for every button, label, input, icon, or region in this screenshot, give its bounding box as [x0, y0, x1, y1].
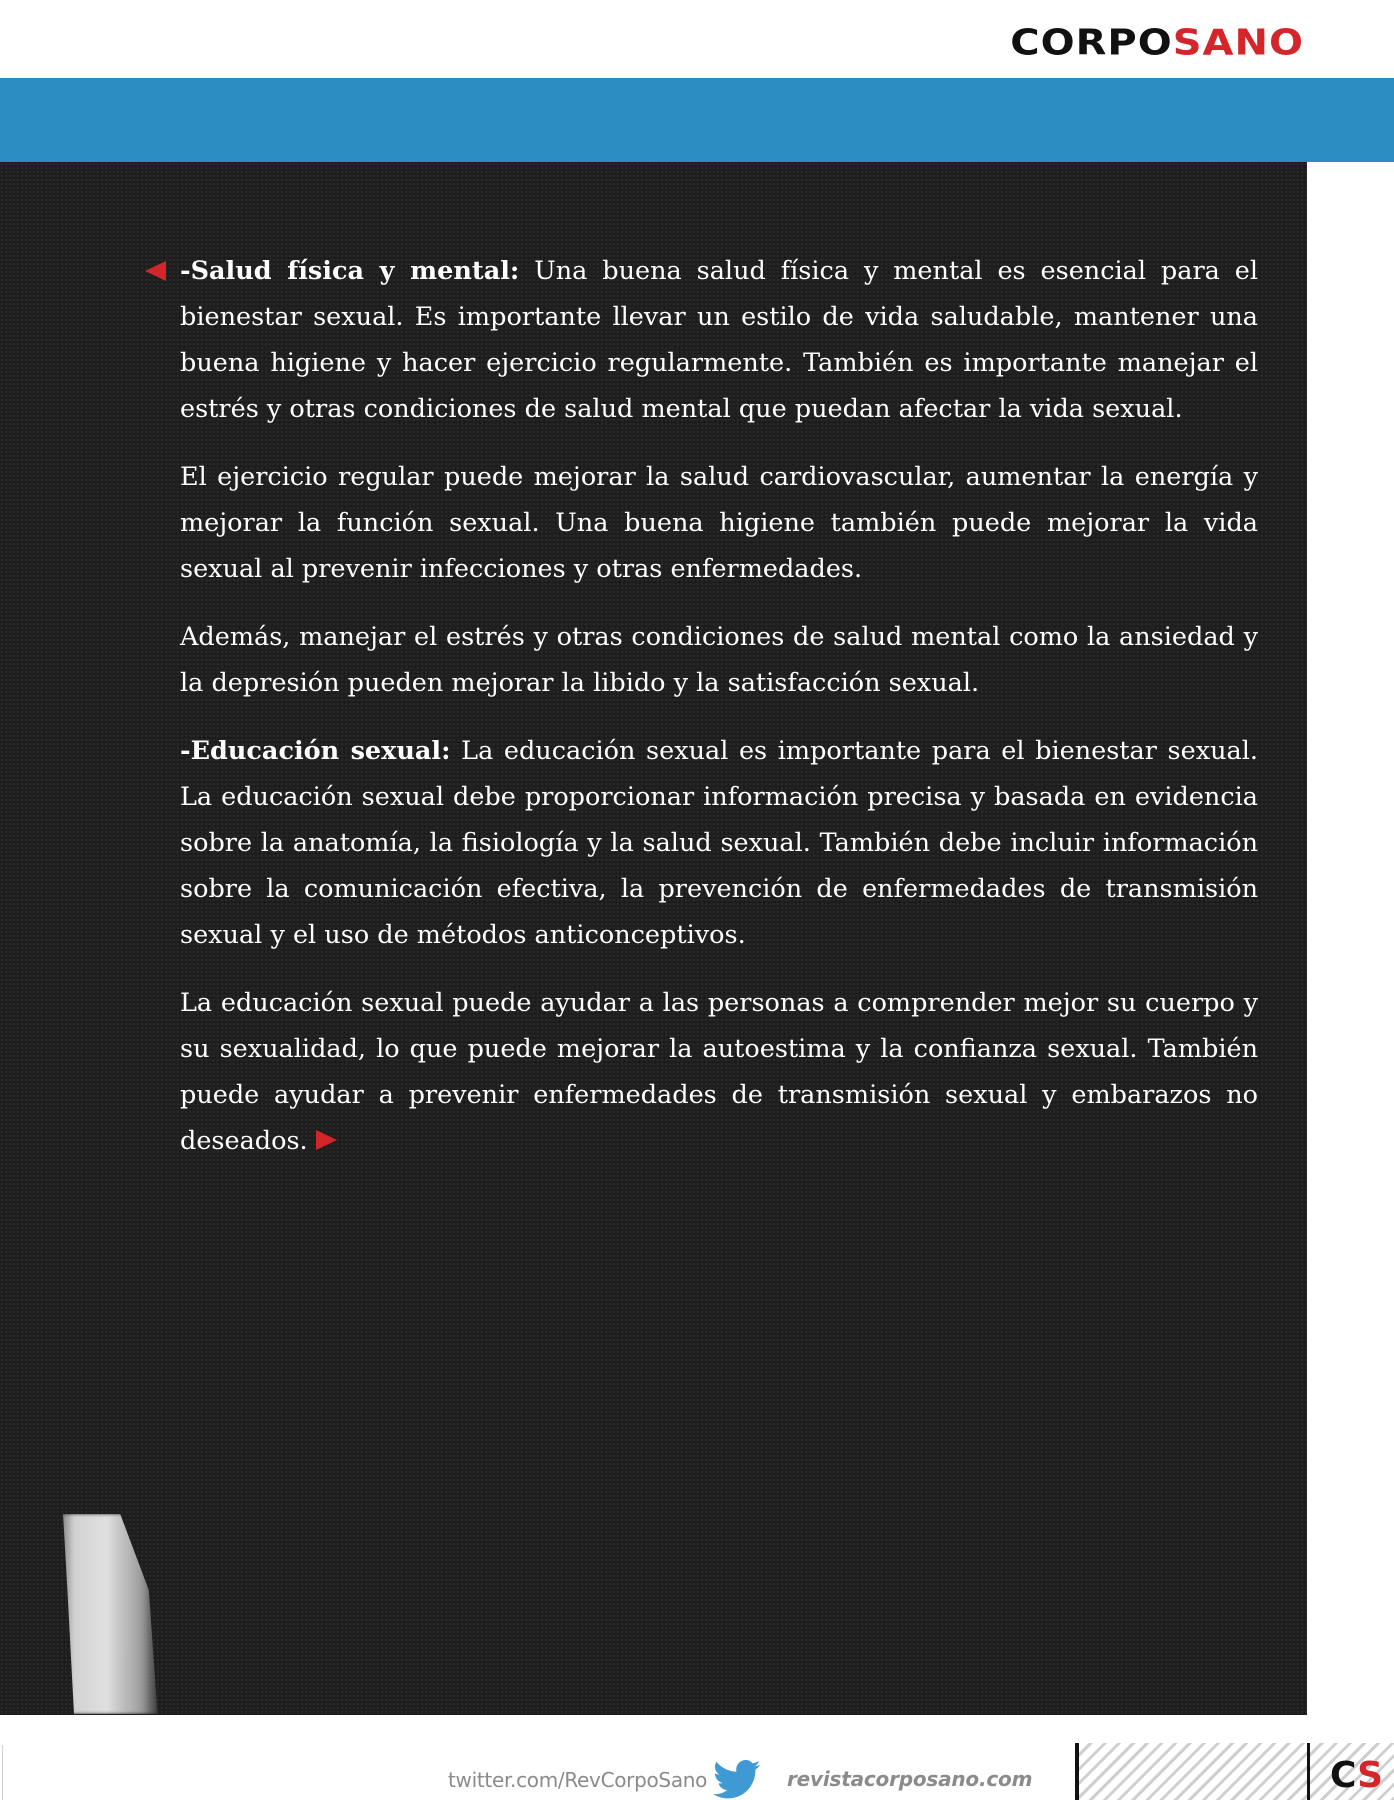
- page-header: [0, 0, 1394, 78]
- twitter-bird-icon[interactable]: [713, 1760, 761, 1800]
- corposano-logo: [1010, 21, 1304, 66]
- logo-part-sano: SANO: [1172, 22, 1304, 64]
- paragraph-text: La educación sexual es importante para el bienestar sexual. La educación sexual debe proporcionar información precisa y basada en evidencia sobre la anatomía, la fisiología y la salud sexual. También debe incluir información sobre la comunicación efectiva, la prevención de enfermedades de transmisión sexual y el uso de métodos anticonceptivos.: [180, 736, 1258, 950]
- page-footer: [0, 1715, 1394, 1800]
- website-link[interactable]: revistacorposano.com: [787, 1767, 1033, 1791]
- paragraph-salud-fisica-mental: [180, 248, 1258, 432]
- cs-monogram-logo: [1330, 1755, 1383, 1797]
- section-start-triangle-icon: [145, 261, 166, 281]
- footer-divider: [2, 1745, 3, 1800]
- paragraph-beneficios-educacion: [180, 980, 1258, 1164]
- subheading-educacion-sexual: -Educación sexual:: [180, 736, 451, 766]
- cs-monogram-box: [1307, 1743, 1394, 1800]
- subheading-salud-fisica-mental: -Salud física y mental:: [180, 256, 520, 286]
- article-body: [180, 248, 1258, 1186]
- header-color-band: [0, 78, 1394, 162]
- monogram-c: C: [1330, 1755, 1358, 1796]
- page-margin-strip: [1307, 162, 1394, 1715]
- paragraph-estres: Además, manejar el estrés y otras condiciones de salud mental como la ansiedad y la depresión pueden mejorar la libido y la satisfacción sexual.: [180, 622, 1258, 698]
- twitter-handle-link[interactable]: twitter.com/RevCorpoSano: [448, 1768, 708, 1792]
- section-end-triangle-icon: [316, 1130, 337, 1150]
- vase-silhouette: [52, 1514, 162, 1714]
- paragraph-educacion-sexual: [180, 728, 1258, 958]
- monogram-s: S: [1357, 1755, 1384, 1796]
- footer-hatch-pattern: [1075, 1743, 1311, 1800]
- paragraph-ejercicio: El ejercicio regular puede mejorar la salud cardiovascular, aumentar la energía y mejorar la función sexual. Una buena higiene también puede mejorar la vida sexual al prevenir infecciones y otras enfermedades.: [180, 462, 1258, 584]
- paragraph-text: Una buena salud física y mental es esencial para el bienestar sexual. Es importante llevar un estilo de vida saludable, mantener una buena higiene y hacer ejercicio regularmente. También es importante manejar el estrés y otras condiciones de salud mental que puedan afectar la vida sexual.: [180, 256, 1258, 424]
- logo-part-corpo: CORPO: [1010, 22, 1173, 64]
- paragraph-text: La educación sexual puede ayudar a las personas a comprender mejor su cuerpo y su sexualidad, lo que puede mejorar la autoestima y la confianza sexual. También puede ayudar a prevenir enfermedades de transmisión sexual y embarazos no deseados.: [180, 988, 1258, 1156]
